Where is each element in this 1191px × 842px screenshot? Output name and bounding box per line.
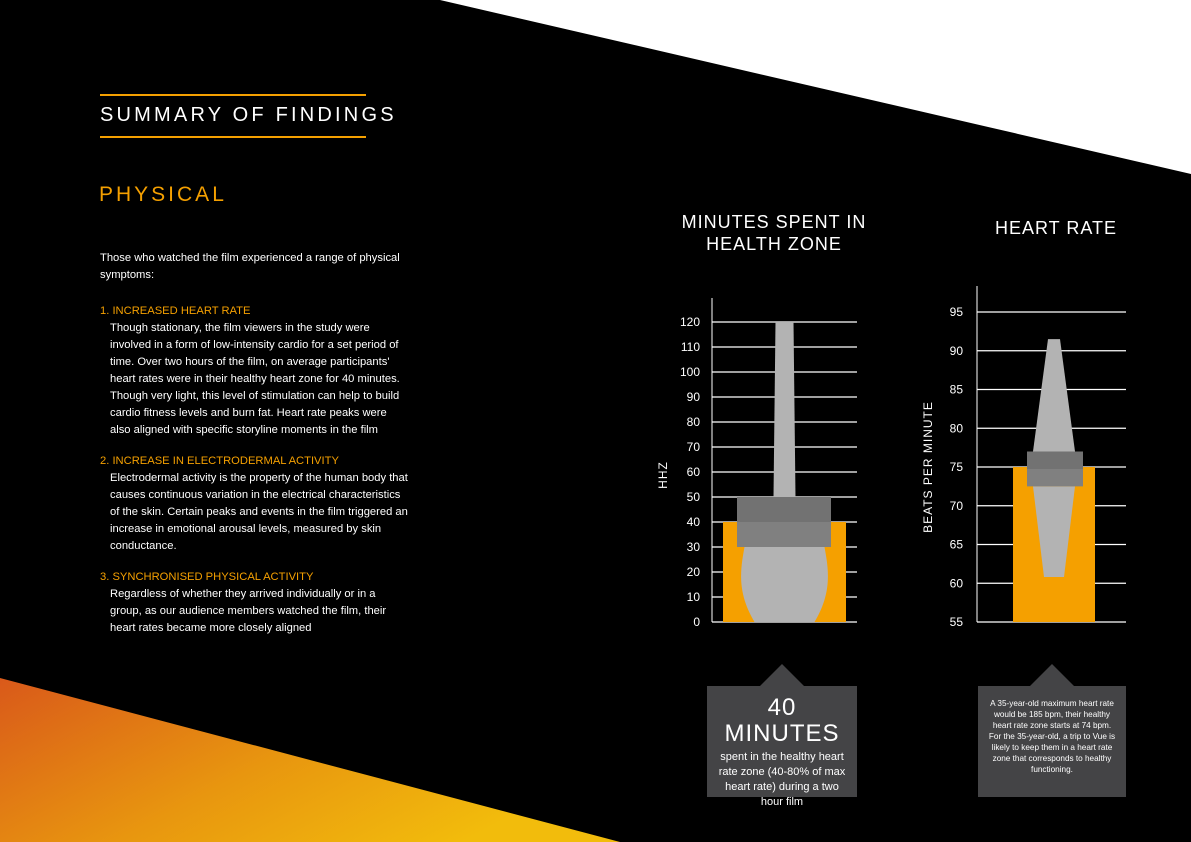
chart-title-minutes: MINUTES SPENT IN HEALTH ZONE [681, 212, 867, 254]
y-tick-label: 70 [686, 440, 700, 454]
y-tick-label: 20 [686, 565, 700, 579]
y-tick-label: 65 [949, 537, 963, 552]
y-tick-label: 80 [686, 415, 700, 429]
finding-title: 2. INCREASE IN ELECTRODERMAL ACTIVITY [100, 455, 339, 467]
y-tick-label: 40 [686, 515, 700, 529]
callout-text: spent in the healthy heart rate zone (40-80% of max heart rate) during a two hour film [718, 751, 846, 808]
y-tick-label: 50 [686, 490, 700, 504]
finding-body: Regardless of whether they arrived individually or in a group, as our audience members watched the film, their heart rates became more closely aligned [110, 588, 387, 634]
y-tick-label: 30 [686, 540, 700, 554]
y-tick-label: 110 [680, 340, 700, 354]
page-title: SUMMARY OF FINDINGS [100, 104, 397, 126]
finding-body: Though stationary, the film viewers in the study were involved in a form of low-intensity cardio for a set period of time. Over two hours of the film, on average participants' heart rates were in their healthy heart zone for 40 minutes. Though very light, this level of stimulation can help to build cardio fitness levels and burn fat. Heart rate peaks were also aligned with specific storyline moments in the film [110, 322, 400, 436]
upper-spike [1033, 339, 1075, 451]
intro-text: Those who watched the film experienced a range of physical symptoms: [100, 252, 400, 281]
callout-heart-rate [978, 686, 1126, 797]
callout-minutes [707, 686, 857, 808]
finding-body: Electrodermal activity is the property of the human body that causes continuous variation in the electrical characteristics of the skin. Certain peaks and events in the film triggered an increase in emotional arousal levels, measured by skin conductance. [110, 472, 408, 552]
y-axis-label: BEATS PER MINUTE [921, 401, 935, 533]
y-tick-label: 100 [679, 365, 700, 379]
y-axis-label: HHZ [656, 461, 670, 489]
y-tick-label: 90 [949, 343, 963, 358]
y-tick-label: 80 [949, 421, 963, 436]
y-tick-label: 70 [949, 498, 963, 513]
chart-title-heart-rate: HEART RATE [994, 218, 1118, 238]
y-tick-label: 60 [686, 465, 700, 479]
y-tick-label: 10 [686, 590, 700, 604]
y-tick-label: 120 [679, 315, 700, 329]
y-tick-label: 95 [949, 305, 963, 319]
y-tick-label: 75 [949, 460, 963, 474]
callout-headline: 40 MINUTES [724, 694, 840, 747]
y-tick-label: 60 [949, 576, 963, 591]
finding-title: 1. INCREASED HEART RATE [100, 305, 251, 317]
y-tick-label: 85 [949, 382, 963, 397]
finding-title: 3. SYNCHRONISED PHYSICAL ACTIVITY [100, 571, 314, 583]
y-tick-label: 90 [686, 390, 700, 404]
y-tick-label: 55 [949, 615, 963, 629]
callout-text: A 35-year-old maximum heart rate would be 185 bpm, their healthy heart rate zone starts at 74 bpm. For the 35-year-old, a trip to Vue is likely to keep them in a heart rate zone that corresponds to healthy functioning. [988, 699, 1116, 774]
callout-arrow [760, 664, 804, 686]
callout-arrow [1030, 664, 1074, 686]
section-heading: PHYSICAL [99, 183, 227, 206]
y-tick-label: 0 [693, 615, 700, 629]
range-band-top [1027, 452, 1083, 469]
